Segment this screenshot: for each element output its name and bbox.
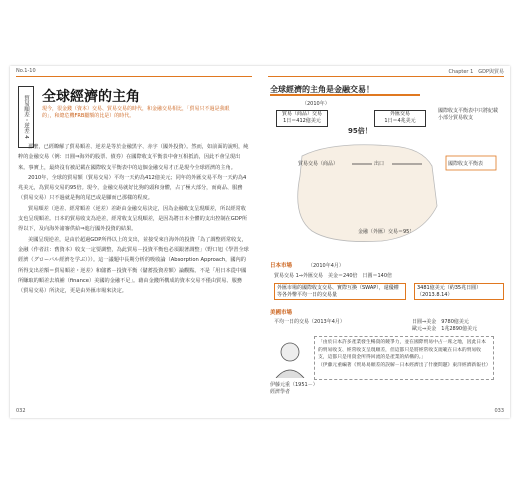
paragraph: 貿易順差（逆差、經常順差（逆差）差距由金融交易決定，因為金融收支呈現順差，所以經常收支也呈現順差。日本的貿易收支為逆差，經常收支呈現順差，是因為將日本全體的支出控制在GDP所得以下，及向海外諸審供給⇒進行國外投資的結果。	[18, 205, 248, 233]
japan-ratio-line: 貿易交易 1⇒外匯交易 美金＝240倍 日圓＝140倍	[274, 273, 393, 279]
person-caption: 伊藤元重（1951－）經濟學者	[270, 382, 318, 395]
quote-box	[314, 336, 494, 380]
header-rule	[268, 76, 504, 77]
body-text	[18, 142, 250, 296]
left-page	[10, 66, 258, 418]
section-tab: 貿易順差・逆差 4	[18, 86, 34, 148]
us-yen: 日圓⇒美金 9780億美元	[412, 319, 469, 325]
trade-box	[276, 110, 328, 127]
bop-note: 國際收支平衡表中只將紀載小部分貿易收支	[438, 108, 499, 121]
quote-source: （伊藤元重編著《貿易易順差的誤解－日本經濟出了什麼問題》東洋經濟新報社）	[318, 362, 491, 368]
trade-box-label: 貿易（商品）交易	[281, 111, 322, 117]
person-portrait	[272, 338, 308, 378]
quote-text: 「由於日本許多產業發生暢資的競爭力，並在國際貿易中占一席之地，因此日本的貿易收支、經常收支呈現順差，但這都只是將經常收支規範在日本的貿易收支，這都只是用資金所得回流的是產業的結構的。」	[318, 340, 486, 360]
page-header-right: Chapter 1 GDP與貿易	[448, 69, 504, 75]
title-underline	[270, 94, 420, 96]
fx-box	[374, 110, 426, 127]
fx-box-label: 外匯交易	[389, 111, 410, 117]
dog-caption: 金融（外匯）交易＝95！	[358, 229, 415, 235]
dog-trade-label: 貿易交易（商品）	[298, 161, 339, 167]
us-eur: 歐元⇒美金 1兆2890億美元	[412, 326, 478, 332]
japan-section-title: 日本市場	[270, 263, 293, 269]
right-page	[262, 66, 510, 418]
ratio-label: 95倍！	[348, 127, 372, 135]
page-header-left: No.1-10	[16, 68, 36, 74]
us-section-title: 美國市場	[270, 310, 293, 316]
year-label: （2010年）	[302, 101, 330, 107]
bop-label: 國際收支平衡表	[448, 161, 484, 167]
japan-desc-box: 外匯市場的國際收支交易、實際互換（SWAP），還優權等各外幣平均一日的交易量	[274, 283, 406, 300]
dog-diagram	[272, 136, 502, 256]
paragraph: 那麼，已經瞭解了貿易順差、逆差是等於金融黑字、赤字（國外投資）。然而，如前面的說明，純粹的金融交易（例：日圓⇒海外的股票、債券）在國際收支平衡表中會互相抵消，因此不會呈現出來。事實上，最終沒有被記載在國際收支平衡表中的這個金融交易才正是現今全球經濟的主角。	[18, 144, 249, 171]
paragraph: 2010年，全球的貿易額（貿易交易）平均一天約為412億美元；同年的外匯交易平均一天約為4兆美元，為貿易交易的95倍。現今，金融交易就好比狗的頭和身體，占了極大部分，而商品、服務（貿易交易）只不過就是狗的尾巴或是腳而已那樣的程度。	[18, 174, 247, 202]
fx-box-value: 1日＝4兆美元	[384, 117, 416, 124]
page-number-right: 033	[494, 408, 504, 414]
japan-year: （2010年4月）	[308, 263, 344, 269]
page-subtitle: 現今，很金錢（資本）交易、貿易交易的時代，和金融交易相比，「貿易只不過是我眼的」，和總危機FRB屬額的比是）的時代。	[42, 106, 230, 119]
dog-out-label: 出口	[374, 161, 385, 167]
japan-result-box: 3481億美元（約35兆日圓）（2013.8.14）	[414, 283, 504, 300]
page-number-left: 032	[16, 408, 26, 414]
paragraph: 美國呈現逆差，是由於超過GDP所得以上的支出，並接受來自海外的投資「為了調整經常收支，金融（作者註：舊資本）收支一定要調整，為此貿易－投資平衡也必須跟著調整」（野口旭《學習全球經濟（グローバル經濟を学ぶ）》）。這一議題中長期分析的吸收論（Absorption Approach，國內的所得支出差額＝貿易順差・逆差）和儲蓄－投資平衡（儲蓄投資差額）論觀點。不是「用日本從中國所賺取的順差去填補（finance）美國的金融不足」。藉由金錢所構成的資本交易不僅由貿易、服務（貿易交易）所決定，更是由外匯市場來決定。	[18, 236, 249, 295]
figure-title: 全球經濟的主角是金融交易！	[270, 85, 374, 94]
us-line: 平均一日的交易（2013年4月）	[274, 319, 345, 325]
page-title: 全球經濟的主角	[42, 89, 140, 105]
trade-box-value: 1日＝412億美元	[283, 117, 321, 124]
book-spread	[10, 66, 510, 418]
header-rule	[16, 76, 252, 77]
